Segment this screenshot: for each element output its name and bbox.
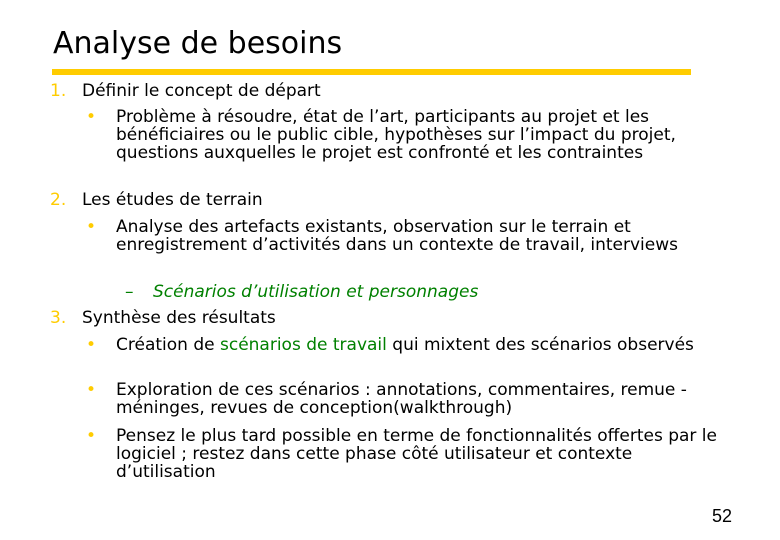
section-1-heading: Définir le concept de départ (82, 81, 321, 101)
bullet-marker: • (86, 426, 97, 446)
bullet-text-end: qui mixtent des scénarios observés (386, 335, 694, 355)
section-3-number: 3. (50, 308, 67, 328)
highlighted-term: scénarios de travail (219, 335, 387, 355)
bullet-marker: • (86, 380, 97, 400)
slide-title: Analyse de besoins (53, 26, 343, 61)
section-1-bullet-1 (86, 107, 726, 163)
section-2-heading: Les études de terrain (82, 190, 263, 210)
bullet-text: Exploration de ces scénarios : annotations, commentaires, remue -méninges, revues de conception(walkthrough) (116, 380, 687, 418)
section-1 (50, 81, 732, 101)
bullet-marker: • (86, 217, 97, 237)
bullet-text: Problème à résoudre, état de l’art, participants au projet et les bénéficiaires ou le public cible, hypothèses sur l’impact du projet, questions auxquelles le projet est confronté et les contraintes (116, 107, 676, 163)
section-2-number: 2. (50, 190, 67, 210)
bullet-marker: • (86, 107, 97, 127)
bullet-text: Pensez le plus tard possible en terme de fonctionnalités offertes par le logiciel ; restez dans cette phase côté utilisateur et contexte d’utilisation (116, 426, 717, 482)
section-2-bullet-1 (86, 217, 726, 255)
section-3-heading: Synthèse des résultats (82, 308, 276, 328)
bullet-text: Analyse des artefacts existants, observation sur le terrain et enregistrement d’activités dans un contexte de travail, interviews (116, 217, 679, 255)
dash-marker: – (125, 282, 134, 302)
section-2 (50, 190, 732, 210)
title-underline (52, 69, 691, 75)
section-3 (50, 308, 732, 328)
page-number: 52 (711, 506, 732, 526)
section-2-sub-bullet-1 (125, 282, 713, 302)
section-3-bullet-1 (86, 335, 726, 355)
section-1-number: 1. (50, 81, 67, 101)
section-3-bullet-3 (86, 426, 726, 482)
bullet-marker: • (86, 335, 97, 355)
bullet-text-start: Création de (116, 335, 220, 355)
sub-bullet-text: Scénarios d’utilisation et personnages (153, 282, 479, 302)
section-3-bullet-2 (86, 380, 726, 418)
